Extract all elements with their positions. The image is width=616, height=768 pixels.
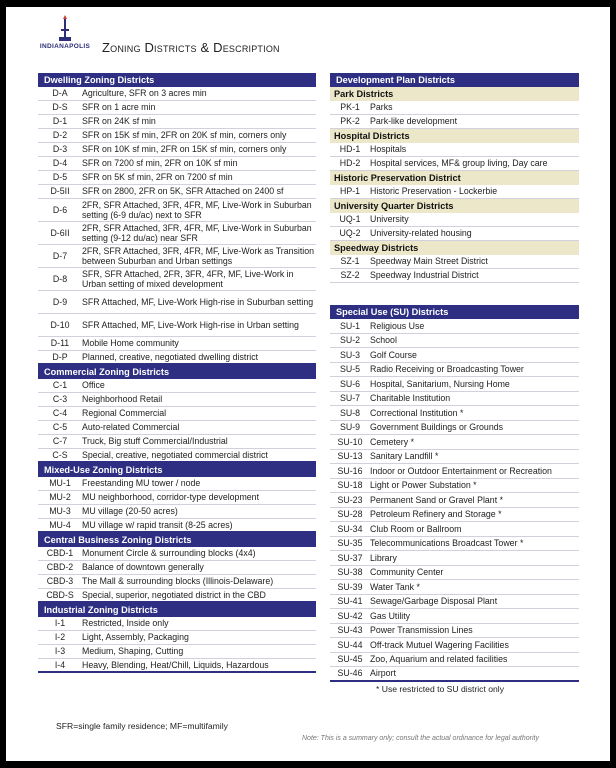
- district-code: SU-18: [337, 480, 363, 490]
- district-code: SU-3: [339, 349, 361, 360]
- table-row: [38, 101, 316, 115]
- table-row: [38, 291, 316, 314]
- district-description: MU village (20-50 acres): [82, 506, 178, 517]
- district-description: SFR on 5K sf min, 2FR on 7200 sf min: [82, 172, 233, 183]
- district-code: HD-2: [339, 158, 361, 169]
- district-code: I-3: [54, 646, 66, 657]
- district-description: School: [370, 335, 397, 345]
- district-code: CBD-S: [46, 589, 74, 600]
- footnote: * Use restricted to SU district only: [376, 683, 504, 694]
- district-description: Sanitary Landfill *: [370, 451, 439, 461]
- district-code: SU-1: [339, 320, 361, 331]
- district-code: SU-44: [337, 639, 363, 650]
- district-code: SU-23: [337, 494, 363, 505]
- subsection-header: University Quarter Districts: [330, 199, 579, 213]
- page-title: Zoning Districts & Description: [102, 40, 280, 55]
- table-row: [330, 479, 579, 494]
- district-code: D-6: [52, 204, 68, 215]
- table-row: [38, 115, 316, 129]
- district-description: University: [370, 214, 409, 225]
- table-row: [38, 268, 316, 291]
- district-description: Government Buildings or Grounds: [370, 422, 503, 432]
- table-row: [38, 449, 316, 463]
- district-description: SFR, SFR Attached, 2FR, 3FR, 4FR, MF, Live-Work in Urban setting of mixed development: [82, 268, 294, 289]
- district-code: D-10: [50, 319, 70, 330]
- table-row: [38, 351, 316, 365]
- district-description: Mobile Home community: [82, 338, 179, 349]
- district-description: Light, Assembly, Packaging: [82, 632, 189, 643]
- district-description: Golf Course: [370, 349, 417, 360]
- district-code: SU-41: [337, 596, 363, 606]
- district-code: UQ-2: [339, 228, 361, 239]
- district-code: C-S: [52, 449, 68, 460]
- table-row: [38, 129, 316, 143]
- table-row: [38, 157, 316, 171]
- disclaimer-note: Note: This is a summary only; consult the actual ordinance for legal authority: [302, 735, 539, 742]
- district-description: Speedway Industrial District: [370, 270, 479, 281]
- district-code: MU-2: [49, 492, 71, 503]
- district-code: C-3: [52, 394, 68, 405]
- district-description: Hospitals: [370, 144, 407, 155]
- district-code: D-P: [52, 351, 68, 362]
- district-description: Gas Utility: [370, 610, 411, 621]
- table-row: [330, 392, 579, 407]
- monument-icon: [56, 15, 74, 43]
- district-code: SZ-1: [340, 256, 360, 267]
- table-row: [38, 617, 316, 631]
- document-page: [6, 7, 610, 761]
- district-description: Parks: [370, 102, 393, 113]
- district-description: 2FR, SFR Attached, 3FR, 4FR, MF, Live-Work as Transition between Suburban and Urban settings: [82, 245, 315, 266]
- district-description: Power Transmission Lines: [370, 625, 473, 635]
- district-code: SU-2: [339, 335, 361, 345]
- table-row: [38, 245, 316, 268]
- district-code: D-2: [52, 130, 68, 141]
- table-row: [38, 407, 316, 421]
- table-row: [330, 638, 579, 653]
- district-description: Park-like development: [370, 116, 458, 127]
- indianapolis-logo: [34, 15, 96, 59]
- district-code: SU-42: [337, 610, 363, 621]
- table-row: [330, 227, 579, 241]
- district-description: Charitable Institution: [370, 393, 451, 403]
- district-code: I-2: [54, 632, 66, 643]
- table-row: [330, 319, 579, 334]
- district-code: D-4: [52, 158, 68, 169]
- table-row: [38, 519, 316, 533]
- district-description: SFR on 10K sf min, 2FR on 15K sf min, corners only: [82, 144, 287, 155]
- table-row: [330, 653, 579, 668]
- district-description: SFR Attached, MF, Live-Work High-rise in Urban setting: [82, 319, 299, 330]
- district-description: SFR on 2800, 2FR on 5K, SFR Attached on 2400 sf: [82, 186, 284, 197]
- table-row: [330, 213, 579, 227]
- district-code: D-3: [52, 144, 68, 155]
- district-description: Truck, Big stuff Commercial/Industrial: [82, 436, 228, 447]
- district-code: UQ-1: [339, 214, 361, 225]
- district-description: SFR on 24K sf min: [82, 116, 156, 127]
- table-row: [38, 337, 316, 351]
- table-row: [330, 101, 579, 115]
- district-code: CBD-3: [46, 576, 74, 587]
- table-row: [330, 551, 579, 566]
- table-row: [330, 143, 579, 157]
- district-description: Off-track Mutuel Wagering Facilities: [370, 639, 509, 650]
- district-description: MU village w/ rapid transit (8-25 acres): [82, 519, 233, 530]
- district-description: Office: [82, 380, 105, 391]
- table-row: [330, 185, 579, 199]
- district-description: MU neighborhood, corridor-type development: [82, 492, 260, 503]
- district-code: D-6II: [50, 227, 70, 238]
- table-row: [330, 435, 579, 450]
- table-row: [330, 595, 579, 610]
- district-description: Zoo, Aquarium and related facilities: [370, 654, 508, 664]
- section-header: Development Plan Districts: [330, 73, 579, 87]
- logo-text: INDIANAPOLIS: [39, 43, 91, 50]
- table-row: [38, 505, 316, 519]
- district-code: CBD-1: [46, 548, 74, 559]
- district-description: SFR on 15K sf min, 2FR on 20K sf min, corners only: [82, 130, 287, 141]
- district-code: MU-4: [49, 519, 71, 530]
- district-code: C-4: [52, 408, 68, 419]
- table-row: [38, 477, 316, 491]
- section-header: Central Business Zoning Districts: [38, 533, 316, 547]
- table-row: [330, 667, 579, 682]
- table-row: [38, 199, 316, 222]
- district-code: MU-3: [49, 506, 71, 517]
- table-row: [330, 508, 579, 523]
- district-description: Airport: [370, 668, 396, 678]
- table-row: [38, 421, 316, 435]
- table-row: [330, 406, 579, 421]
- district-description: Radio Receiving or Broadcasting Tower: [370, 364, 524, 374]
- district-description: Community Center: [370, 567, 444, 577]
- district-description: Agriculture, SFR on 3 acres min: [82, 88, 207, 99]
- district-description: Planned, creative, negotiated dwelling district: [82, 351, 259, 362]
- section-header: Special Use (SU) Districts: [330, 305, 579, 319]
- district-code: SZ-2: [340, 270, 360, 281]
- table-row: [38, 575, 316, 589]
- district-code: SU-38: [337, 567, 363, 577]
- table-row: [330, 522, 579, 537]
- district-code: D-1: [52, 116, 68, 127]
- district-description: 2FR, SFR Attached, 3FR, 4FR, MF, Live-Work in Suburban setting (9-12 du/ac) near SFR: [82, 222, 312, 243]
- district-description: Auto-related Commercial: [82, 422, 180, 433]
- district-description: SFR Attached, MF, Live-Work High-rise in Suburban setting: [82, 296, 314, 307]
- table-row: [330, 580, 579, 595]
- table-row: [38, 659, 316, 673]
- district-description: SFR on 1 acre min: [82, 102, 156, 113]
- table-row: [38, 491, 316, 505]
- district-code: SU-34: [337, 523, 363, 534]
- table-row: [330, 450, 579, 465]
- district-description: Heavy, Blending, Heat/Chill, Liquids, Hazardous: [82, 659, 269, 670]
- district-description: The Mall & surrounding blocks (Illinois-Delaware): [82, 576, 274, 587]
- district-code: MU-1: [49, 478, 71, 489]
- district-code: SU-9: [339, 422, 361, 432]
- district-code: PK-1: [340, 102, 360, 113]
- district-description: Religious Use: [370, 320, 425, 331]
- district-code: SU-46: [337, 668, 363, 678]
- table-row: [330, 609, 579, 624]
- district-description: Historic Preservation - Lockerbie: [370, 186, 498, 197]
- district-description: Medium, Shaping, Cutting: [82, 646, 184, 657]
- district-code: D-7: [52, 250, 68, 261]
- district-code: SU-39: [337, 581, 363, 592]
- district-description: Indoor or Outdoor Entertainment or Recreation: [370, 465, 552, 476]
- subsection-header: Park Districts: [330, 87, 579, 101]
- table-row: [330, 566, 579, 581]
- district-description: 2FR, SFR Attached, 3FR, 4FR, MF, Live-Work in Suburban setting (6-9 du/ac) next to SFR: [82, 199, 312, 220]
- table-row: [330, 269, 579, 283]
- district-description: Special, superior, negotiated district in the CBD: [82, 589, 266, 600]
- district-code: SU-16: [337, 465, 363, 476]
- district-description: Restricted, Inside only: [82, 618, 169, 629]
- district-description: Library: [370, 552, 397, 563]
- right-column: [330, 73, 579, 694]
- section-header: Commercial Zoning Districts: [38, 365, 316, 379]
- subsection-header: Speedway Districts: [330, 241, 579, 255]
- district-code: SU-43: [337, 625, 363, 635]
- abbreviation-legend: SFR=single family residence; MF=multifamily: [56, 721, 228, 731]
- district-description: Club Room or Ballroom: [370, 523, 462, 534]
- district-code: PK-2: [340, 116, 360, 127]
- district-code: SU-28: [337, 509, 363, 519]
- table-row: [38, 379, 316, 393]
- district-code: CBD-2: [46, 562, 74, 573]
- district-code: D-5: [52, 172, 68, 183]
- district-code: SU-10: [337, 436, 363, 447]
- district-description: Petroleum Refinery and Storage *: [370, 509, 502, 519]
- district-code: SU-5: [339, 364, 361, 374]
- table-row: [330, 348, 579, 363]
- district-description: University-related housing: [370, 228, 472, 239]
- district-description: Freestanding MU tower / node: [82, 478, 201, 489]
- district-code: D-S: [52, 102, 68, 113]
- district-code: SU-6: [339, 378, 361, 389]
- table-row: [330, 157, 579, 171]
- table-row: [38, 222, 316, 245]
- left-column: [38, 73, 316, 673]
- district-description: Hospital services, MF& group living, Day care: [370, 158, 548, 169]
- district-code: C-7: [52, 436, 68, 447]
- table-row: [38, 631, 316, 645]
- section-header: Mixed-Use Zoning Districts: [38, 463, 316, 477]
- district-description: Balance of downtown generally: [82, 562, 204, 573]
- table-row: [38, 547, 316, 561]
- district-description: Sewage/Garbage Disposal Plant: [370, 596, 498, 606]
- district-code: D-11: [50, 338, 70, 349]
- section-header: Industrial Zoning Districts: [38, 603, 316, 617]
- district-description: Permanent Sand or Gravel Plant *: [370, 494, 504, 505]
- district-code: SU-35: [337, 538, 363, 548]
- district-code: I-1: [54, 618, 66, 629]
- table-row: [330, 377, 579, 392]
- district-description: Telecommunications Broadcast Tower *: [370, 538, 524, 548]
- district-code: D-5II: [50, 186, 70, 197]
- table-row: [38, 393, 316, 407]
- table-row: [330, 334, 579, 349]
- table-row: [38, 435, 316, 449]
- district-description: Monument Circle & surrounding blocks (4x4): [82, 548, 256, 559]
- district-code: SU-13: [337, 451, 363, 461]
- district-code: C-5: [52, 422, 68, 433]
- district-code: D-9: [52, 296, 68, 307]
- header: [34, 15, 594, 59]
- table-row: [38, 314, 316, 337]
- district-code: HP-1: [339, 186, 361, 197]
- district-description: Speedway Main Street District: [370, 256, 488, 267]
- district-description: Special, creative, negotiated commercial district: [82, 449, 268, 460]
- table-row: [330, 493, 579, 508]
- table-row: [330, 115, 579, 129]
- district-code: HD-1: [339, 144, 361, 155]
- subsection-header: Historic Preservation District: [330, 171, 579, 185]
- table-row: [330, 255, 579, 269]
- table-row: [38, 645, 316, 659]
- district-description: SFR on 7200 sf min, 2FR on 10K sf min: [82, 158, 238, 169]
- table-row: [330, 537, 579, 552]
- district-description: Hospital, Sanitarium, Nursing Home: [370, 378, 510, 389]
- district-code: D-8: [52, 273, 68, 284]
- district-code: C-1: [52, 380, 68, 391]
- district-code: SU-45: [337, 654, 363, 664]
- district-description: Regional Commercial: [82, 408, 167, 419]
- table-row: [38, 589, 316, 603]
- table-row: [38, 185, 316, 199]
- district-description: Neighborhood Retail: [82, 394, 163, 405]
- subsection-header: Hospital Districts: [330, 129, 579, 143]
- district-description: Correctional Institution *: [370, 407, 464, 418]
- district-description: Water Tank *: [370, 581, 420, 592]
- district-description: Cemetery *: [370, 436, 414, 447]
- district-code: SU-37: [337, 552, 363, 563]
- table-row: [330, 624, 579, 639]
- table-row: [330, 464, 579, 479]
- district-description: Light or Power Substation *: [370, 480, 477, 490]
- district-code: I-4: [54, 659, 66, 670]
- table-row: [38, 171, 316, 185]
- table-row: [330, 363, 579, 378]
- spacer: [330, 283, 579, 305]
- district-code: SU-7: [339, 393, 361, 403]
- district-code: D-A: [52, 88, 68, 99]
- table-row: [330, 421, 579, 436]
- table-row: [38, 143, 316, 157]
- district-code: SU-8: [339, 407, 361, 418]
- table-row: [38, 561, 316, 575]
- section-header: Dwelling Zoning Districts: [38, 73, 316, 87]
- table-row: [38, 87, 316, 101]
